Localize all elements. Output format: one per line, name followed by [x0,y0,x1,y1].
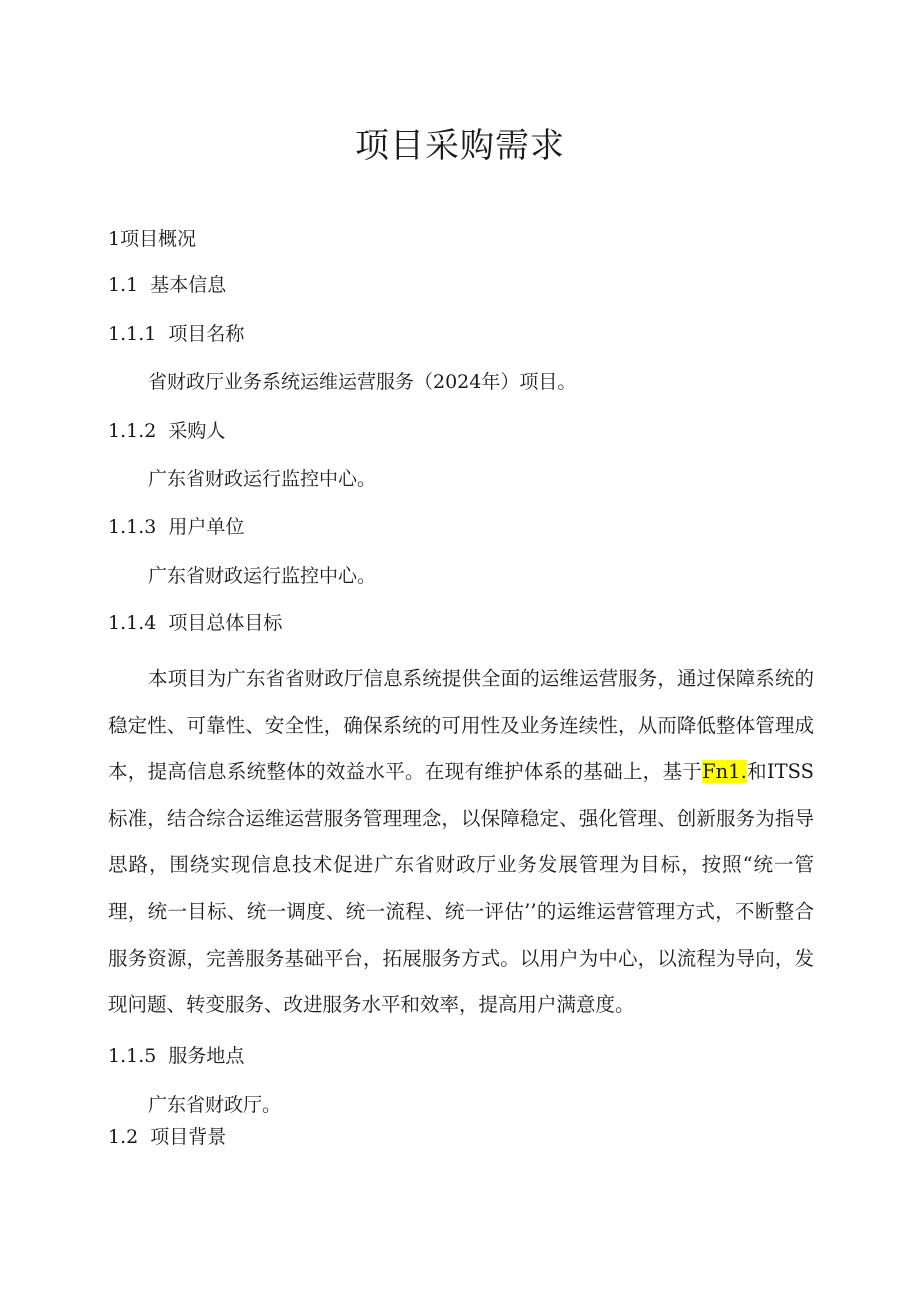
section-heading-1-1-5 [108,1043,244,1069]
user-unit-text: 广东省财政运行监控中心。 [148,565,377,587]
purchaser-text: 广东省财政运行监控中心。 [148,468,377,490]
section-heading-1 [108,226,196,252]
service-location-text: 广东省财政厅。 [148,1094,282,1116]
section-label: 项目总体目标 [168,612,283,634]
goal-text-part-2: 和ITSS标准，结合综合运维运营服务管理理念，以保障稳定、强化管理、创新服务为指导思路，围绕实现信息技术促进广东省财政厅业务发展管理为目标，按照“统一管理，统一目标、统一调度、统一流程、统一评估’’的运维运营管理方式，不断整合服务资源，完善服务基础平台，拓展服务方式。以用户为中心，以流程为导向，发现问题、转变服务、改进服务水平和效率，提高用户满意度。 [108,760,814,1017]
section-number: 1.1.4 [108,612,157,634]
section-label: 采购人 [168,420,226,442]
section-number: 1.2 [108,1126,139,1148]
goal-text-part-1: 本项目为广东省省财政厅信息系统提供全面的运维运营服务，通过保障系统的稳定性、可靠性、安全性，确保系统的可用性及业务连续性，从而降低整体管理成本，提高信息系统整体的效益水平。在现有维护体系的基础上，基于 [108,667,814,784]
document-title: 项目采购需求 [355,126,565,166]
section-heading-1-text: 1项目概况 [108,228,197,250]
section-number: 1.1.1 [108,323,157,345]
section-heading-1-2 [108,1124,226,1150]
project-name-text: 省财政厅业务系统运维运营服务（2024年）项目。 [148,371,577,393]
project-goal-paragraph [108,656,814,1029]
section-heading-1-1-4 [108,610,282,636]
section-heading-1-1-3 [108,514,244,540]
section-label: 基本信息 [150,274,227,296]
section-label: 项目名称 [168,323,245,345]
section-label: 服务地点 [168,1045,245,1067]
section-heading-1-1 [108,272,226,298]
section-number: 1.1.2 [108,420,157,442]
section-label: 项目背景 [150,1126,227,1148]
section-number: 1.1.3 [108,516,157,538]
section-heading-1-1-2 [108,418,225,444]
highlighted-text: Fn1. [702,760,747,784]
section-label: 用户单位 [168,516,245,538]
section-heading-1-1-1 [108,321,244,347]
section-number: 1.1.5 [108,1045,157,1067]
section-number: 1.1 [108,274,139,296]
